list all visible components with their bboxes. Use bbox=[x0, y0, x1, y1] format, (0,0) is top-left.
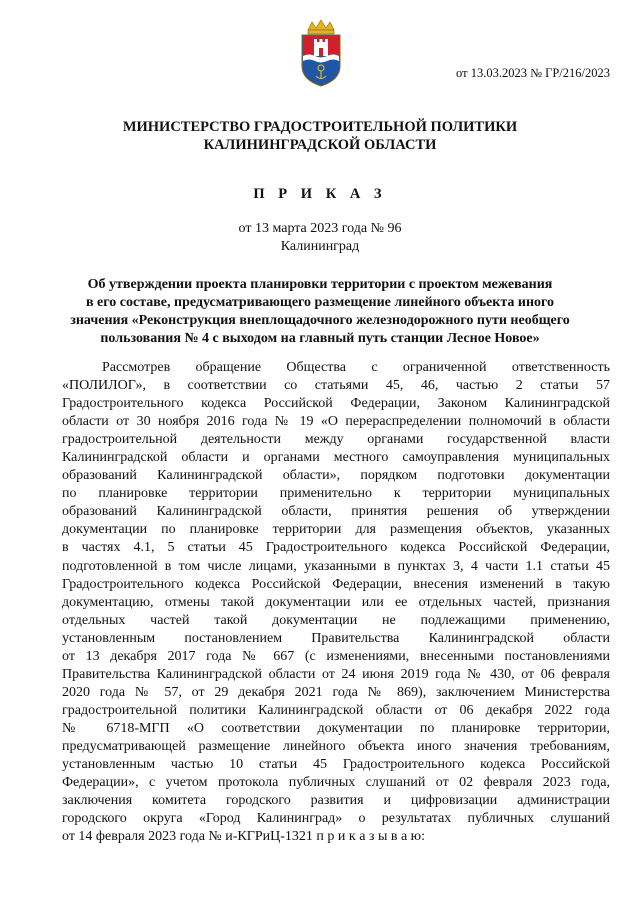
ministry-line-1: МИНИСТЕРСТВО ГРАДОСТРОИТЕЛЬНОЙ ПОЛИТИКИ bbox=[122, 119, 518, 135]
order-date-block bbox=[40, 220, 600, 256]
body-line: «ПОЛИЛОГ», в соответствии со статьями 45, 46, частью 2 статьи 57 bbox=[62, 378, 610, 394]
order-subject bbox=[56, 276, 584, 348]
body-line: предусматривающей размещение линейного объекта иного значения требованиям, bbox=[62, 738, 610, 754]
body-line: градостроительной деятельности между органами государственной власти bbox=[62, 432, 610, 448]
body-line: образований Калининградской области, принятия решения об утверждении bbox=[62, 504, 610, 520]
body-line: по планировке территории применительно к территории муниципальных bbox=[62, 486, 610, 502]
subject-line: Об утверждении проекта планировки территории с проектом межевания bbox=[87, 277, 553, 292]
body-line: Калининградской области и органами местного самоуправления муниципальных bbox=[62, 450, 610, 466]
subject-line: в его составе, предусматривающего размещение линейного объекта иного bbox=[85, 295, 555, 310]
body-line: Рассмотрев обращение Общества с ограниченной ответственность bbox=[102, 360, 610, 375]
subject-line: пользования № 4 с выходом на главный путь станции Лесное Новое» bbox=[100, 331, 540, 346]
body-line: заключения комитета городского развития и цифровизации администрации bbox=[62, 793, 610, 809]
body-line: области от 30 ноября 2016 года № 19 «О перераспределении полномочий в области bbox=[62, 414, 610, 430]
body-line: Федерации», с учетом протокола публичных слушаний от 02 февраля 2023 года, bbox=[62, 775, 610, 791]
body-line: подготовленной в том числе лицами, указанными в пунктах 3, 4 части 1.1 статьи 45 bbox=[62, 558, 610, 574]
order-city: Калининград bbox=[280, 239, 360, 254]
body-line: в частях 4.1, 5 статьи 45 Градостроительного кодекса Российской Федерации, bbox=[62, 540, 610, 556]
body-line: городского округа «Город Калининград» о результатах публичных слушаний bbox=[62, 811, 610, 827]
order-title: П Р И К А З bbox=[253, 186, 387, 202]
body-line: установленным постановлением Правительства Калининградской области bbox=[62, 630, 610, 646]
ministry-line-2: КАЛИНИНГРАДСКОЙ ОБЛАСТИ bbox=[203, 137, 437, 153]
body-line: образований Калининградской области», порядком подготовки документации bbox=[62, 468, 610, 484]
body-line: Градостроительного кодекса Российской Федерации, Законом Калининградской bbox=[62, 396, 610, 412]
body-line: № 6718-МГП «О соответствии документации по планировке территории, bbox=[62, 720, 610, 736]
body-line: документацию, отмены такой документации или ее отдельных частей, признания bbox=[62, 594, 610, 610]
body-line: документации по планировке территории для размещения объектов, указанных bbox=[62, 522, 610, 538]
body-line: 2020 года № 57, от 29 декабря 2021 года № 869), заключением Министерства bbox=[62, 684, 610, 700]
body-line: градостроительной политики Калининградской области от 06 декабря 2022 года bbox=[62, 702, 610, 718]
subject-line: значения «Реконструкция внеплощадочного железнодорожного пути необщего bbox=[70, 313, 570, 328]
body-line: Правительства Калининградской области от 24 июня 2019 года № 430, от 06 февраля bbox=[62, 666, 610, 682]
ministry-header bbox=[40, 118, 600, 154]
order-body-paragraph bbox=[62, 359, 610, 846]
body-line: отдельных частей такой документации не подлежащими применению, bbox=[62, 612, 610, 628]
document-reference: от 13.03.2023 № ГР/216/2023 bbox=[456, 66, 610, 80]
kaliningrad-coat-of-arms-icon bbox=[298, 18, 344, 88]
body-line: установленным частью 10 статьи 45 Градостроительного кодекса Российской bbox=[62, 757, 610, 773]
order-date: от 13 марта 2023 года № 96 bbox=[238, 221, 402, 236]
body-line: от 13 декабря 2017 года № 667 (с изменениями, внесенными постановлениями bbox=[62, 648, 610, 664]
body-line: Градостроительного кодекса Российской Федерации, внесения изменений в такую bbox=[62, 576, 610, 592]
body-line: от 14 февраля 2023 года № и-КГРиЦ-1321 п р и к а з ы в а ю: bbox=[62, 829, 426, 845]
